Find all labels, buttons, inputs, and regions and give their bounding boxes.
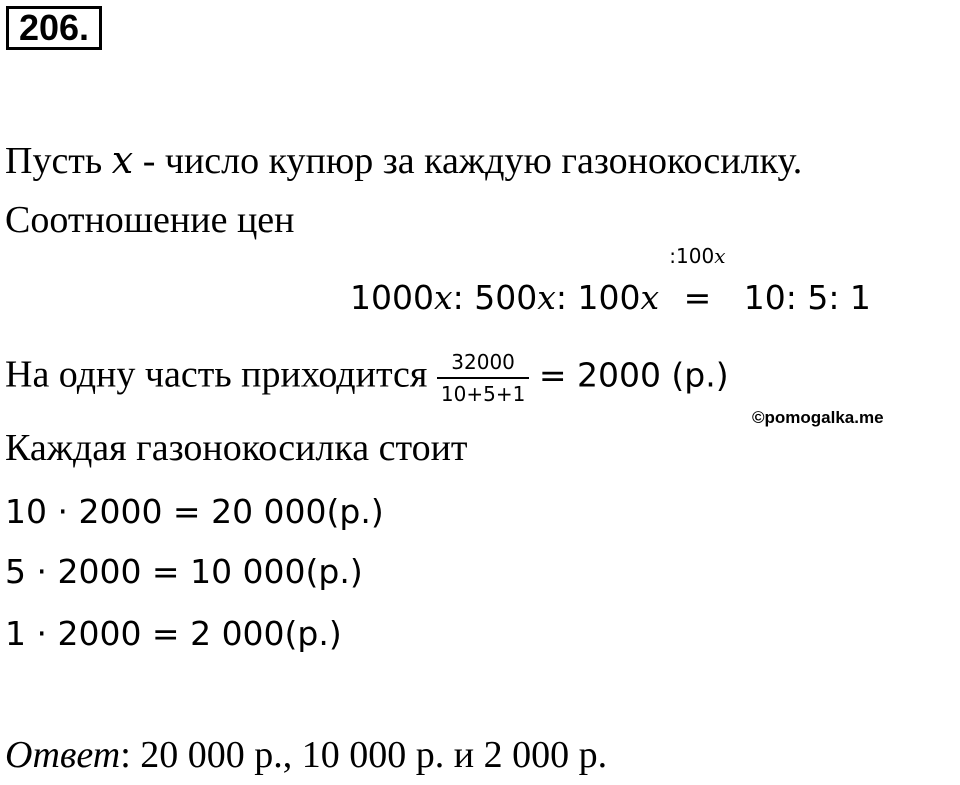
intro-after-var: - число купюр за каждую газонокосилку. xyxy=(133,140,803,182)
answer-text: : 20 000 р., 10 000 р. и 2 000 р. xyxy=(120,734,608,776)
ratio-term-2: 500 xyxy=(474,278,538,317)
ratio-sep-1: : xyxy=(452,278,475,317)
intro-variable: x xyxy=(111,138,134,182)
calculation-line: 1 · 2000 = 2 000(р.) xyxy=(5,614,342,653)
ratio-equals: = xyxy=(683,278,712,317)
ratio-over-label xyxy=(669,246,725,266)
one-part-line xyxy=(5,350,729,406)
intro-before-var: Пусть xyxy=(5,140,112,182)
answer-line xyxy=(5,733,607,777)
fraction-denominator: 10+5+1 xyxy=(440,382,526,406)
calculation-line: 10 · 2000 = 20 000(р.) xyxy=(5,492,384,531)
intro-line xyxy=(5,138,802,183)
watermark: ©pomogalka.me xyxy=(752,408,884,427)
ratio-term-1: 1000 xyxy=(350,278,434,317)
ratio-equals-with-label xyxy=(669,244,726,320)
fraction-numerator: 32000 xyxy=(437,350,529,379)
ratio-result: 10: 5: 1 xyxy=(743,278,871,317)
ratio-sep-2: : xyxy=(555,278,578,317)
one-part-result: = 2000 (р.) xyxy=(538,355,729,395)
one-part-fraction xyxy=(437,350,529,406)
one-part-label: На одну часть приходится xyxy=(5,353,437,396)
ratio-expression xyxy=(350,244,871,320)
ratio-term-3: 100 xyxy=(577,278,641,317)
ratio-var-3: x xyxy=(640,278,660,317)
ratio-over-variable: x xyxy=(714,244,726,268)
ratio-var-1: x xyxy=(433,278,453,317)
each-label: Каждая газонокосилка стоит xyxy=(5,427,468,469)
ratio-over-text: :100 xyxy=(669,244,715,268)
ratio-label: Соотношение цен xyxy=(5,199,295,241)
answer-label: Ответ xyxy=(5,734,121,776)
ratio-var-2: x xyxy=(537,278,556,317)
calculation-line: 5 · 2000 = 10 000(р.) xyxy=(5,552,363,591)
problem-number: 206. xyxy=(6,6,102,50)
